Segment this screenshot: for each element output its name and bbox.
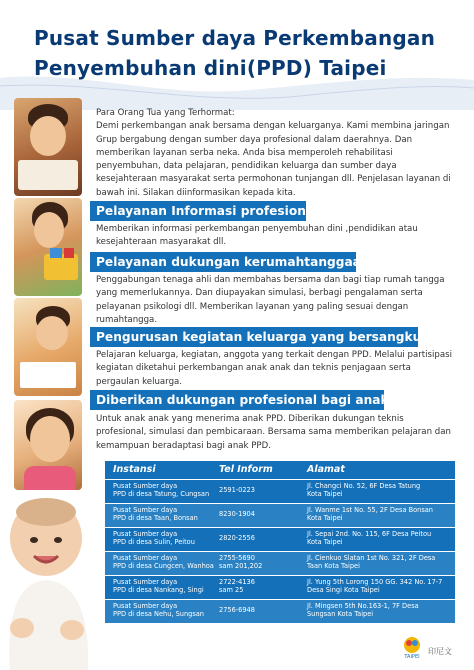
letter-body: Demi perkembangan anak bersama dengan keluarganya. Kami membina jaringan Grup bergabung dengan sumber daya profesional dalam daerahnya. Dan memberikan layanan serba neka. Anda bisa memperoleh rehabilitasi penyembuhan, data pelajaran, pendidikan keluarga dan sumber daya kesejahteraan masyarakat serta permohonan tunjangan dll. Penjelasan layanan di bawah ini. Silakan diinformasikan kepada kita. <box>96 121 451 198</box>
section-text-info: Memberikan informasi perkembangan penyembuhan dini ,pendidikan atau kesejahteraan masyarakat dll. <box>96 224 418 248</box>
table-row <box>105 528 455 551</box>
section-heading-household: Pelayanan dukungan kerumahtanggaan <box>90 252 356 272</box>
table-row <box>105 600 455 623</box>
table-row <box>105 480 455 503</box>
smiling-girl-photo <box>14 400 82 490</box>
table-header-instansi: Instansi <box>113 464 156 475</box>
cell-tel: 2756-6948 <box>219 606 255 614</box>
letter-greeting: Para Orang Tua yang Terhormat: <box>96 108 235 118</box>
section-heading-family-activities: Pengurusan kegiatan keluarga yang bersangkutan <box>90 327 418 347</box>
header <box>0 0 474 98</box>
cell-alamat: Jl. Cienkuo Slatan 1st No. 321, 2F Desa Taan Kota Taipei <box>307 554 436 571</box>
child-reading-photo <box>14 98 82 196</box>
cell-instansi: Pusat Sumber daya PPD di desa Taan, Bonsan <box>113 506 198 523</box>
svg-text:TAIPEI: TAIPEI <box>404 654 420 660</box>
language-caption: 印尼文 <box>428 647 452 656</box>
table-header-tel: Tel Inform <box>219 464 273 475</box>
cell-instansi: Pusat Sumber daya PPD di desa Sulin, Peitou <box>113 530 195 547</box>
table-header-row <box>105 461 455 479</box>
table-row <box>105 504 455 527</box>
cell-alamat: Jl. Sepai 2nd. No. 115, 6F Desa Peitou Kota Taipei <box>307 530 432 547</box>
cell-alamat: Jl. Yung 5th Lorong 150 GG. 342 No. 17-7 Desa Singi Kota Taipei <box>307 578 443 595</box>
cell-instansi: Pusat Sumber daya PPD di desa Tatung, Cungsan <box>113 482 210 499</box>
table-row <box>105 576 455 599</box>
child-playing-blocks-photo <box>14 198 82 296</box>
cell-tel: 2755-5690 sam 201,202 <box>219 554 263 571</box>
cell-tel: 2722-4136 sam 25 <box>219 578 255 595</box>
section-heading-info: Pelayanan Informasi profesional <box>90 201 306 221</box>
section-text-household: Penggabungan tenaga ahli dan membahas bersama dan bagi tiap rumah tangga yang memerlukannya. Dan diupayakan simulasi, berbagi pengalaman serta pelayanan psikologi dll. Memberikan layanan yang paling sesuai dengan rumahtangga. <box>96 275 445 325</box>
cell-alamat: Jl. Wanme 1st No. 55, 2F Desa Bonsan Kota Taipei <box>307 506 433 523</box>
page-title-line-1: Pusat Sumber daya Perkembangan <box>34 26 436 50</box>
cell-alamat: Jl. Mingsen 5th No.163-1, 7F Desa Sungsan Kota Taipei <box>307 602 419 619</box>
baby-photo <box>0 490 96 670</box>
cell-instansi: Pusat Sumber daya PPD di desa Cungcen, Wanhoa <box>113 554 214 571</box>
cell-instansi: Pusat Sumber daya PPD di desa Nehu, Sungsan <box>113 602 204 619</box>
taipei-logo-icon <box>399 634 425 660</box>
cell-tel: 2591-0223 <box>219 486 255 494</box>
page-title-line-2: Penyembuhan dini(PPD) Taipei <box>34 56 387 80</box>
intro-letter <box>96 107 456 200</box>
cell-instansi: Pusat Sumber daya PPD di desa Nankang, Singi <box>113 578 204 595</box>
child-writing-photo <box>14 298 82 396</box>
section-text-child-support: Untuk anak anak yang menerima anak PPD. Diberikan dukungan teknis profesional, simulasi dan pembicaraan. Bersama sama memberikan pelajaran dan kemampuan beradaptasi bagi anak PPD. <box>96 414 451 451</box>
table-header-alamat: Alamat <box>307 464 345 475</box>
section-heading-child-support: Diberikan dukungan profesional bagi anak anak <box>90 390 384 410</box>
cell-alamat: Jl. Changci No. 52, 6F Desa Tatung Kota Taipei <box>307 482 421 499</box>
table-row <box>105 552 455 575</box>
section-text-family-activities: Pelajaran keluarga, kegiatan, anggota yang terkait dengan PPD. Melalui partisipasi kegiatan diketahui perkembangan anak anak dan teknis penjagaan serta pergaulan keluarga. <box>96 350 452 387</box>
cell-tel: 8230-1904 <box>219 510 255 518</box>
cell-tel: 2820-2556 <box>219 534 255 542</box>
